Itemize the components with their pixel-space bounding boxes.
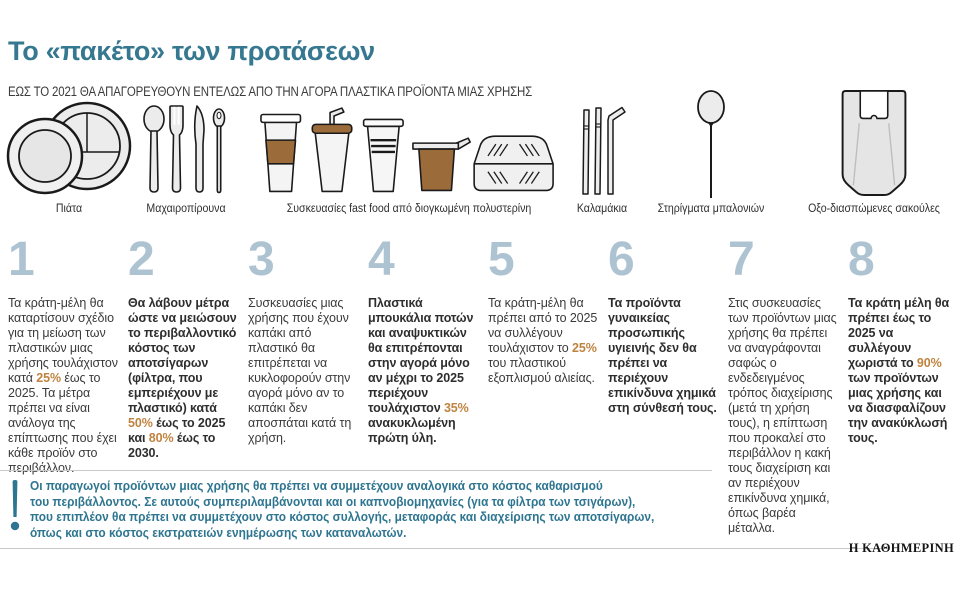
product-group-cutlery (138, 94, 234, 215)
exclamation-icon (10, 480, 20, 532)
plastic-bag-icon (790, 94, 958, 196)
proposal-column-4 (368, 233, 479, 446)
highlighted-percentage: 35% (443, 401, 469, 415)
note-line: που επιπλέον θα πρέπει να συμμετέχουν στο κόστος συλλογής, μεταφοράς και διαχείρισης των αποτσίγαρων, (30, 510, 655, 525)
proposal-number: 2 (128, 233, 154, 286)
note-text (30, 479, 712, 542)
proposal-column-5 (488, 233, 599, 386)
product-group-bag (790, 94, 958, 215)
product-group-balloon (648, 94, 774, 215)
product-label: Οξο-διασπώμενες σακούλες (808, 203, 940, 215)
proposal-text: Τα κράτη μέλη θα πρέπει έως το 2025 να συλλέγουν χωριστά το 90% των προϊόντων μιας χρήσης και να διασφαλίζουν την ανακύκλωσή τους. (848, 296, 950, 445)
product-label: Καλαμάκια (576, 203, 628, 215)
proposal-text: Συσκευασίες μιας χρήσης που έχουν καπάκι από πλαστικό θα επιτρέπεται να κυκλοφορούν στην αγορά μόνο αν το καπάκι δεν αποσπάται κατά τη χρήση. (248, 296, 352, 445)
proposal-number: 6 (608, 233, 634, 286)
proposal-text: Τα κράτη-μέλη θα πρέπει από το 2025 να συλλέγουν τουλάχιστον το 25% του πλαστικού εξοπλισμού αλιείας. (488, 296, 598, 385)
balloon-stick-icon (648, 94, 774, 196)
proposal-number: 5 (488, 233, 514, 286)
straw-cup-icon (312, 108, 351, 191)
proposal-column-6 (608, 233, 719, 416)
highlighted-percentage: 80% (148, 431, 174, 445)
note-line: όπως και στο κόστος εκστρατειών ενημέρωσης των καταναλωτών. (30, 525, 407, 540)
proposal-column-2 (128, 233, 239, 461)
straws-icon (570, 94, 634, 196)
proposal-column-8 (848, 233, 959, 446)
proposal-number: 4 (368, 233, 394, 286)
footer-rule (0, 548, 882, 549)
proposal-text: Θα λάβουν μέτρα ώστε να μειώσουν το περιβαλλοντικό κόστος των αποτσίγαρων (φίλτρα, που εμπεριέχουν με πλαστικό) κατά 50% έως το 2025 και 80% έως το 2030. (128, 296, 237, 460)
fastfood-packaging-icons (258, 94, 560, 196)
food-tub-icon (413, 138, 470, 190)
product-label: Μαχαιροπίρουνα (146, 203, 226, 215)
product-group-plates (4, 94, 134, 215)
product-label: Πιάτα (55, 203, 83, 215)
page-title: Το «πακέτο» των προτάσεων (8, 36, 375, 66)
note-line: του περιβάλλοντος. Σε αυτούς συμπεριλαμβάνονται και οι καπνοβιομηχανίες (για τα φίλτρα των τσιγάρων), (30, 494, 636, 509)
proposal-number: 3 (248, 233, 274, 286)
proposal-text: Στις συσκευασίες των προϊόντων μιας χρήσης θα πρέπει να αναγράφονται σαφώς ο ενδεδειγμένος τρόπος διαχείρισης (μετά τη χρήση τους), η επίπτωση που προκαλεί στο περιβάλλον η κακή τους διαχείριση και αν περιέχουν επικίνδυνα χημικά, όπως βαρέα μέταλλα. (728, 296, 837, 535)
product-group-straws (570, 94, 634, 215)
product-group-fastfood (258, 94, 560, 215)
product-label: Στηρίγματα μπαλονιών (657, 203, 765, 215)
page-subtitle: ΕΩΣ ΤΟ 2021 ΘΑ ΑΠΑΓΟΡΕΥΘΟΥΝ ΕΝΤΕΛΩΣ ΑΠΟ ΤΗΝ ΑΓΟΡΑ ΠΛΑΣΤΙΚΑ ΠΡΟΪΟΝΤΑ ΜΙΑΣ ΧΡΗΣΗΣ (8, 84, 533, 99)
highlighted-percentage: 90% (916, 356, 942, 370)
cutlery-icon (138, 94, 234, 196)
clamshell-icon (474, 136, 553, 190)
plates-icon (4, 94, 134, 196)
producer-note (0, 470, 712, 542)
proposal-column-7 (728, 233, 839, 536)
proposal-text: Πλαστικά μπουκάλια ποτών και αναψυκτικών θα επιτρέπονται στην αγορά μόνο αν μέχρι το 2025 περιέχουν τουλάχιστον 35% ανακυκλωμένη πρώτη ύλη. (368, 296, 474, 445)
note-line: Οι παραγωγοί προϊόντων μιας χρήσης θα πρέπει να συμμετέχουν αναλογικά στο κόστος καθαρισμού (30, 479, 603, 493)
proposal-column-3 (248, 233, 359, 446)
coffee-cup-icon (261, 114, 300, 191)
highlighted-percentage: 50% (128, 416, 153, 430)
plastic-cup-icon (364, 119, 403, 191)
proposal-column-1 (8, 233, 119, 476)
proposal-number: 7 (728, 233, 754, 286)
highlighted-percentage: 25% (572, 341, 597, 355)
proposal-number: 1 (8, 233, 34, 286)
proposal-number: 8 (848, 233, 874, 286)
highlighted-percentage: 25% (36, 371, 62, 385)
product-label: Συσκευασίες fast food από διογκωμένη πολυστερίνη (286, 203, 532, 215)
proposal-text: Τα κράτη-μέλη θα καταρτίσουν σχέδιο για τη μείωση των πλαστικών μιας χρήσης τουλάχιστον κατά 25% έως το 2025. Τα μέτρα πρέπει να είναι ανάλογα της επίπτωσης που έχει κάθε προϊόν στο περιβάλλον. (8, 296, 118, 475)
proposal-text: Τα προϊόντα γυναικείας προσωπικής υγιεινής δεν θα πρέπει να περιέχουν επικίνδυνα χημικά στη σύνθεσή τους. (608, 296, 717, 415)
kathimerini-logo: Η ΚΑΘΗΜΕΡΙΝΗ (848, 541, 954, 555)
